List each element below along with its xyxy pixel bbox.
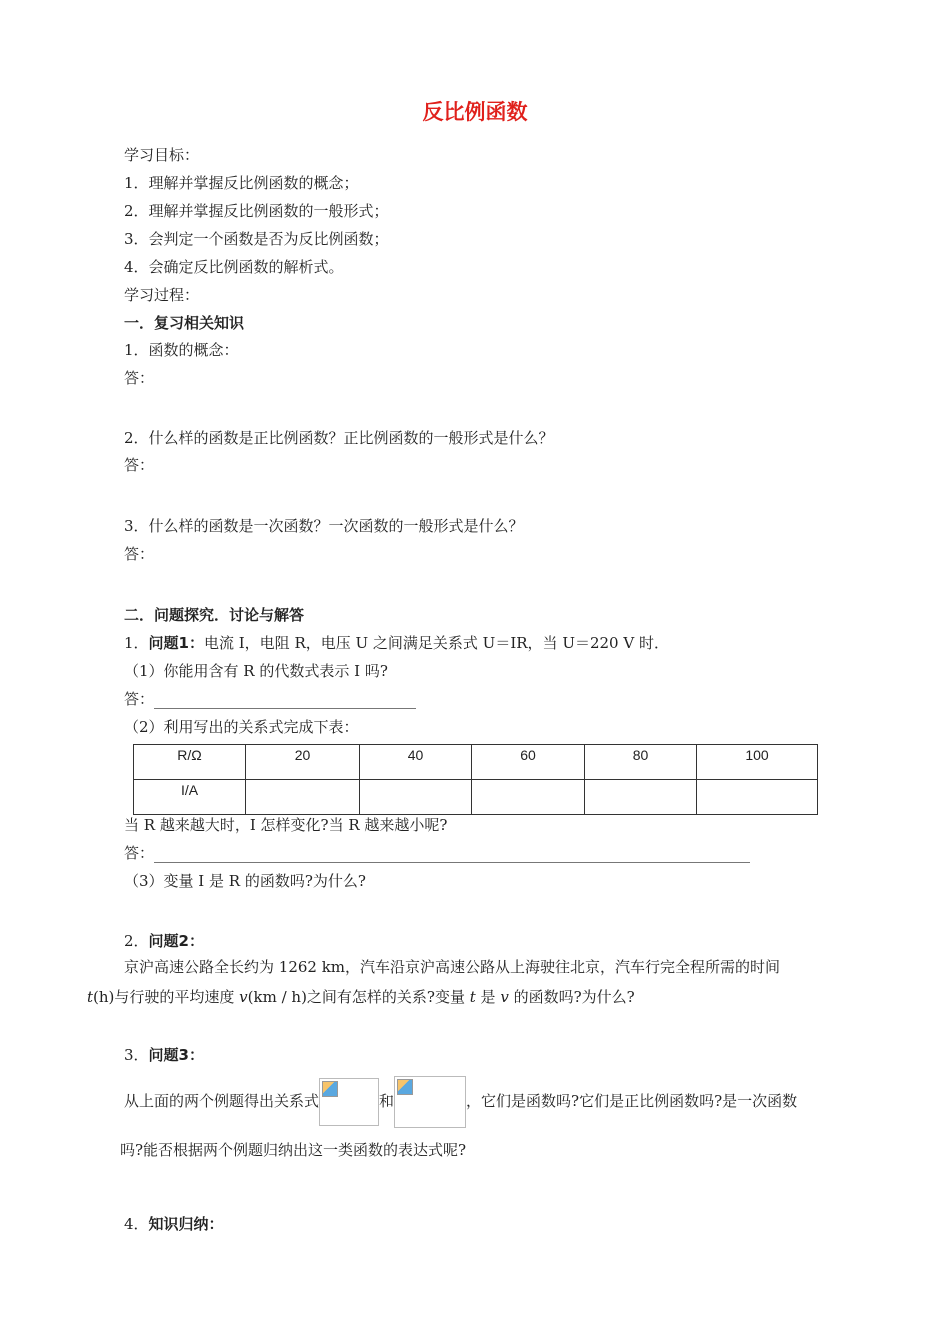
problem2-text: 的函数吗?为什么? (508, 988, 635, 1006)
problem1 (124, 633, 669, 653)
problem2-label: 问题2： (148, 932, 204, 950)
section1-heading: 一．复习相关知识 (124, 314, 245, 332)
section1-q2: 2．什么样的函数是正比例函数？正比例函数的一般形式是什么？ (124, 429, 554, 447)
problem1-number: 1． (124, 634, 149, 652)
section1-q1: 1．函数的概念： (124, 341, 239, 359)
objective-item: 2．理解并掌握反比例函数的一般形式； (124, 202, 389, 220)
section1-q3: 3．什么样的函数是一次函数？一次函数的一般形式是什么？ (124, 517, 524, 535)
objective-item: 1．理解并掌握反比例函数的概念； (124, 174, 359, 192)
objectives-heading: 学习目标： (124, 146, 200, 164)
answer-label: 答： (124, 844, 155, 862)
problem3-text: 和 (379, 1092, 395, 1110)
var-v: v (239, 988, 248, 1006)
problem2-body (87, 952, 860, 1012)
problem3-line1 (120, 1076, 860, 1128)
table-cell-i-empty (472, 780, 585, 815)
problem1-sub1: （1）你能用含有 R 的代数式表示 I 吗? (124, 662, 388, 680)
section1-answer-1: 答： (124, 369, 155, 387)
table-cell-r: 40 (360, 745, 472, 780)
problem1-sub3: （3）变量 I 是 R 的函数吗?为什么? (124, 872, 366, 890)
section2-heading: 二．问题探究．讨论与解答 (124, 606, 305, 624)
table-header-r: R/Ω (134, 745, 246, 780)
problem3-body (120, 1076, 860, 1128)
problem1-answer-2 (124, 843, 750, 863)
table-cell-i-empty (697, 780, 818, 815)
problem2-text: (h)与行驶的平均速度 (93, 988, 240, 1006)
table-cell-r: 60 (472, 745, 585, 780)
formula-image-icon (319, 1078, 379, 1126)
problem3-text: ，它们是函数吗?它们是正比例函数吗?是一次函数 (466, 1092, 798, 1110)
answer-blank (154, 693, 416, 709)
problem3-label: 问题3： (148, 1046, 204, 1064)
objective-item: 3．会判定一个函数是否为反比例函数； (124, 230, 389, 248)
problem3-text: 从上面的两个例题得出关系式 (124, 1092, 320, 1110)
table-cell-r: 20 (246, 745, 360, 780)
var-t: t (469, 988, 476, 1006)
problem2-text: 是 (475, 988, 501, 1006)
table-cell-i-empty (360, 780, 472, 815)
problem2-text: (km / h)之间有怎样的关系?变量 (247, 988, 470, 1006)
table-cell-r: 80 (585, 745, 697, 780)
problem1-after: 当 R 越来越大时，I 怎样变化?当 R 越来越小呢? (124, 816, 448, 834)
table-header-i: I/A (134, 780, 246, 815)
table-cell-i-empty (246, 780, 360, 815)
table-cell-r: 100 (697, 745, 818, 780)
section1-answer-2: 答： (124, 456, 155, 474)
problem3-number: 3． (124, 1046, 149, 1064)
formula-image-icon (394, 1076, 466, 1128)
table-row (134, 780, 818, 815)
var-t: t (87, 988, 94, 1006)
problem4-heading (124, 1214, 224, 1234)
problem2-line1: 京沪高速公路全长约为 1262 km，汽车沿京沪高速公路从上海驶往北京，汽车行完全程所需的时间 (124, 958, 781, 976)
problem1-answer-1 (124, 689, 416, 709)
problem1-text: 电流 I，电阻 R，电压 U 之间满足关系式 U＝IR，当 U＝220 V 时． (203, 634, 669, 652)
problem3-heading (124, 1045, 204, 1065)
page-title: 反比例函数 (422, 100, 528, 124)
value-table (133, 744, 818, 815)
problem2-line2 (87, 982, 860, 1012)
problem1-sub2: （2）利用写出的关系式完成下表： (124, 718, 359, 736)
problem4-number: 4． (124, 1215, 149, 1233)
objective-item: 4．会确定反比例函数的解析式。 (124, 258, 344, 276)
problem4-label: 知识归纳： (148, 1215, 224, 1233)
answer-blank (154, 847, 750, 863)
section1-answer-3: 答： (124, 545, 155, 563)
problem1-label: 问题1： (148, 634, 204, 652)
var-v: v (500, 988, 509, 1006)
process-heading: 学习过程： (124, 286, 200, 304)
problem2-number: 2． (124, 932, 149, 950)
problem3-line2: 吗?能否根据两个例题归纳出这一类函数的表达式呢? (120, 1141, 467, 1159)
table-cell-i-empty (585, 780, 697, 815)
problem2-heading (124, 931, 204, 951)
table-row (134, 745, 818, 780)
answer-label: 答： (124, 690, 155, 708)
